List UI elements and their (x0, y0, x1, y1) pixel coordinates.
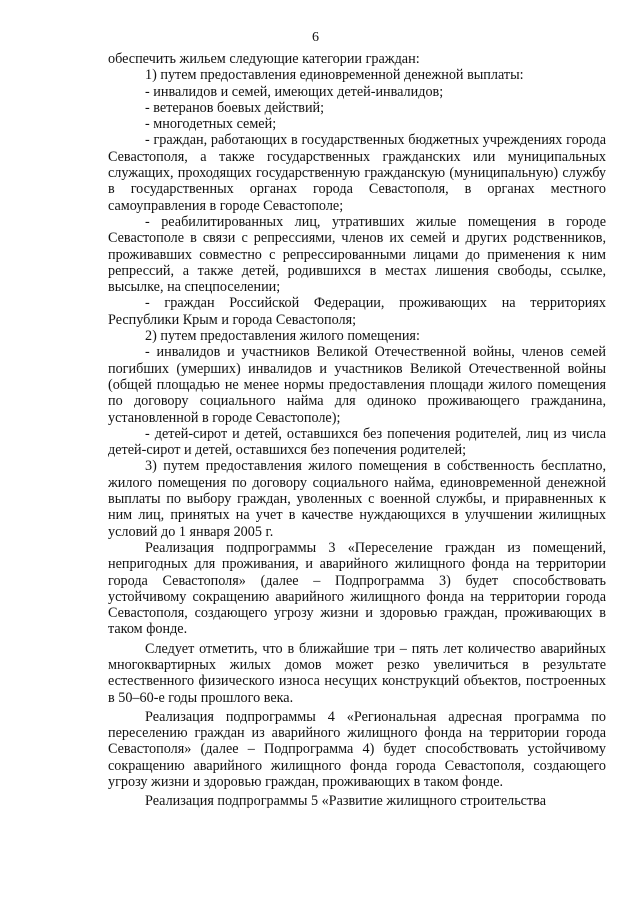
list-item: - реабилитированных лиц, утративших жилые помещения в городе Севастополе в связи с репрессиями, членов их семей и других родственников, проживавших совместно с репрессированными лицами до применения к ним репрессий, а также детей, родившихся в местах лишения свободы, ссылке, высылке, на спецпоселении; (108, 213, 606, 296)
paragraph-note: Следует отметить, что в ближайшие три – пять лет количество аварийных многоквартирных жилых домов может резко увеличиться в результате естественного физического износа несущих конструкций объектов, построенных в 50–60-е годы прошлого века. (108, 640, 606, 706)
list-item: - многодетных семей; (145, 116, 277, 133)
section-heading-2: 2) путем предоставления жилого помещения: (145, 328, 420, 345)
paragraph-subprogram-3: Реализация подпрограммы 3 «Переселение граждан из помещений, непригодных для проживания, и аварийного жилищного фонда на территории города Севастополя» (далее – Подпрограмма 3) будет способствовать устойчивому сокращению аварийного жилищного фонда на территории города Севастополя, создающего угрозу жизни и здоровью граждан, проживающих в таком фонде. (108, 539, 606, 638)
list-item: - граждан, работающих в государственных бюджетных учреждениях города Севастополя, а также государственных гражданских или муниципальных служащих, проходящих государственную гражданскую (муниципальную) службу в государственных органах города Севастополя, в органах местного самоуправления в городе Севастополе; (108, 132, 606, 214)
section-heading-3: 3) путем предоставления жилого помещения в собственность бесплатно, жилого помещения по договору социального найма, единовременной денежной выплаты по выбору граждан, уволенных с военной службы, и приравненных к ним лиц, принятых на учет в качестве нуждающихся в улучшении жилищных условий до 1 января 2005 г. (108, 458, 606, 540)
list-item: - инвалидов и участников Великой Отечественной войны, членов семей погибших (умерших) инвалидов и участников Великой Отечественной войны (общей площадью не менее нормы предоставления площади жилого помещения по договору социального найма для одиноко проживающего гражданина, установленной в городе Севастополе); (108, 344, 606, 426)
paragraph-subprogram-5: Реализация подпрограммы 5 «Развитие жилищного строительства (145, 793, 546, 810)
list-item: - ветеранов боевых действий; (145, 99, 325, 116)
list-item: - детей-сирот и детей, оставшихся без попечения родителей, лиц из числа детей-сирот и детей, оставшихся без попечения родителей; (108, 425, 606, 459)
list-item: - инвалидов и семей, имеющих детей-инвалидов; (145, 83, 444, 100)
paragraph-subprogram-4: Реализация подпрограммы 4 «Региональная адресная программа по переселению граждан из аварийного жилищного фонда на территории города Севастополя» (далее – Подпрограмма 4) будет способствовать устойчивому сокращению аварийного жилищного фонда города Севастополя, создающего угрозу жизни и здоровью граждан, проживающих в таком фонде. (108, 708, 606, 791)
document-body (108, 51, 606, 810)
intro-line: обеспечить жильем следующие категории граждан: (108, 51, 420, 67)
list-item: - граждан Российской Федерации, проживающих на территориях Республики Крым и города Севастополя; (108, 295, 606, 328)
section-heading-1: 1) путем предоставления единовременной денежной выплаты: (145, 67, 524, 84)
page-number: 6 (312, 30, 319, 45)
